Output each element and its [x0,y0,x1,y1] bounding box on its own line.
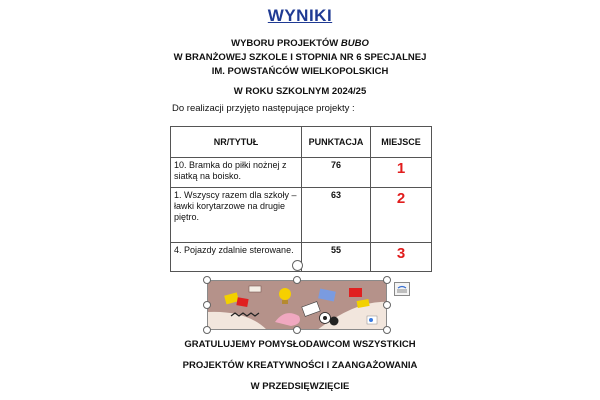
project-place: 2 [371,188,432,243]
resize-handle-bottom[interactable] [293,326,301,334]
header-points: PUNKTACJA [302,127,371,158]
resize-handle-bottom-right[interactable] [383,326,391,334]
table-row [171,188,432,243]
table-row [171,158,432,188]
project-points: 76 [302,158,371,188]
intro-text: Do realizacji przyjęto następujące projekty : [172,103,355,114]
layout-options-icon[interactable] [394,282,410,296]
project-name: 10. Bramka do piłki nożnej z siatką na boisko. [171,158,302,188]
resize-handle-right[interactable] [383,301,391,309]
header-place: MIEJSCE [371,127,432,158]
footer-line-2: PROJEKTÓW KREATYWNOŚCI I ZAANGAŻOWANIA [182,360,418,371]
resize-handle-top-right[interactable] [383,276,391,284]
page-title: WYNIKI [267,6,333,25]
resize-handle-left[interactable] [203,301,211,309]
school-year: W ROKU SZKOLNYM 2024/25 [233,86,367,97]
project-name: 1. Wszyscy razem dla szkoły – ławki korytarzowe na drugie piętro. [171,188,302,243]
selection-frame [207,280,387,330]
resize-handle-top-left[interactable] [203,276,211,284]
subtitle-line-1: WYBORU PROJEKTÓW BUBO [231,38,369,49]
subtitle-line-3: IM. POWSTAŃCÓW WIELKOPOLSKICH [211,66,389,77]
project-place: 1 [371,158,432,188]
project-name: 4. Pojazdy zdalnie sterowane. [171,243,302,272]
project-points: 63 [302,188,371,243]
project-points: 55 [302,243,371,272]
footer-line-1: GRATULUJEMY POMYSŁODAWCOM WSZYSTKICH [184,339,416,350]
project-place: 3 [371,243,432,272]
subtitle-line-2: W BRANŻOWEJ SZKOLE I STOPNIA NR 6 SPECJALNEJ [173,52,427,63]
table-header-row [171,127,432,158]
results-table [170,126,432,272]
resize-handle-top[interactable] [293,276,301,284]
selected-banner-image[interactable] [207,280,387,330]
footer-line-3: W PRZEDSIĘWZIĘCIE [250,381,350,392]
rotate-handle-icon[interactable] [292,260,303,271]
resize-handle-bottom-left[interactable] [203,326,211,334]
header-name: NR/TYTUŁ [171,127,302,158]
